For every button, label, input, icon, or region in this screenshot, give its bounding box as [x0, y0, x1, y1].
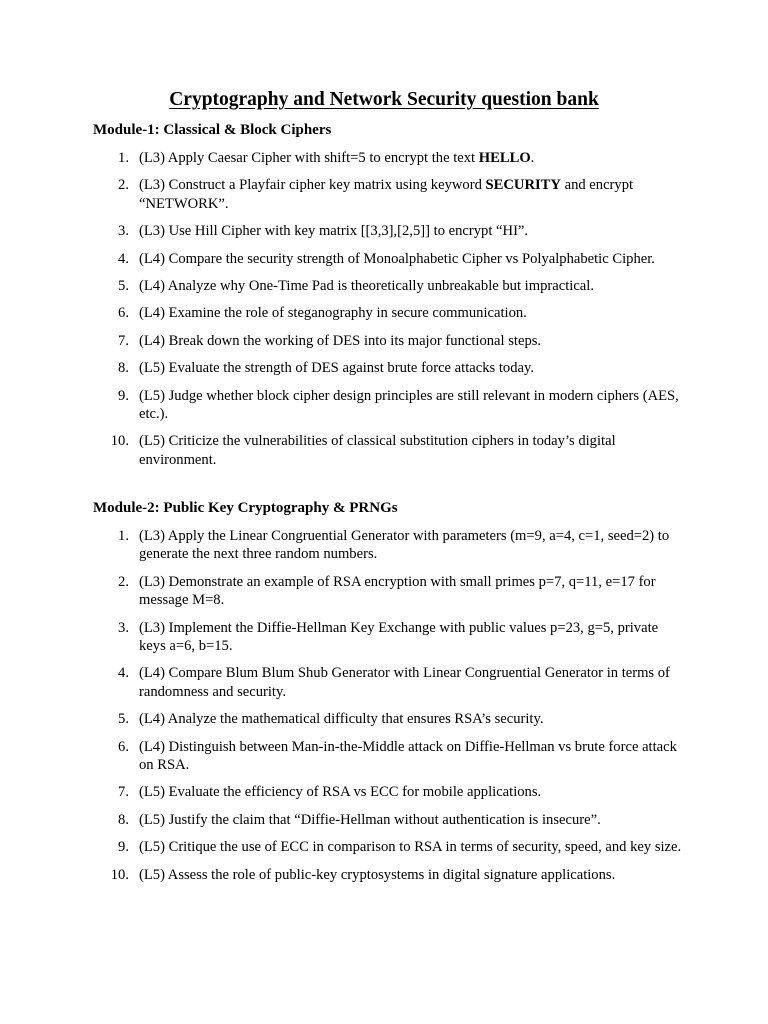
- question-number: 5.: [118, 278, 129, 295]
- question-number: 1.: [118, 150, 129, 166]
- list-item: [93, 304, 683, 322]
- question-text: (L5) Evaluate the efficiency of RSA vs ECC for mobile applications.: [139, 784, 542, 801]
- list-item: [93, 811, 683, 829]
- question-text: (L4) Analyze the mathematical difficulty that ensures RSA’s security.: [139, 711, 544, 728]
- question-text: (L3) Implement the Diffie-Hellman Key Exchange with public values p=23, g=5, private keys a=6, b=15.: [139, 619, 659, 655]
- list-item: [93, 387, 683, 424]
- list-item: [93, 619, 683, 656]
- question-text: (L3) Construct a Playfair cipher key matrix using keyword SECURITY and encrypt “NETWORK”.: [139, 177, 634, 212]
- question-number: 3.: [118, 619, 129, 636]
- question-text: (L3) Apply the Linear Congruential Generator with parameters (m=9, a=4, c=1, seed=2) to generate the next three random numbers.: [139, 528, 670, 563]
- question-list-module-2: [93, 527, 683, 893]
- list-item: [93, 250, 683, 268]
- question-number: 9.: [118, 839, 129, 856]
- question-text: (L5) Justify the claim that “Diffie-Hellman without authentication is insecure”.: [139, 811, 601, 828]
- list-item: [93, 838, 683, 856]
- list-item: [93, 664, 683, 701]
- question-number: 4.: [118, 665, 129, 682]
- question-text: (L4) Compare the security strength of Monoalphabetic Cipher vs Polyalphabetic Cipher.: [139, 250, 655, 267]
- list-item: [93, 710, 683, 728]
- list-item: [93, 783, 683, 801]
- module-heading: Module-2: Public Key Cryptography & PRNGs: [93, 500, 398, 516]
- question-text: (L4) Compare Blum Blum Shub Generator with Linear Congruential Generator in terms of randomness and security.: [139, 665, 670, 700]
- list-item: [93, 176, 683, 213]
- list-item: [93, 277, 683, 295]
- list-item: [93, 222, 683, 240]
- question-text: (L5) Judge whether block cipher design principles are still relevant in modern ciphers (AES, etc.).: [139, 387, 679, 423]
- question-number: 10.: [110, 433, 129, 450]
- question-text: (L5) Critique the use of ECC in comparison to RSA in terms of security, speed, and key size.: [139, 839, 682, 856]
- list-item: [93, 332, 683, 350]
- question-text: (L5) Assess the role of public-key cryptosystems in digital signature applications.: [139, 866, 616, 883]
- question-number: 6.: [118, 738, 129, 755]
- question-text: (L4) Analyze why One-Time Pad is theoretically unbreakable but impractical.: [139, 278, 594, 295]
- list-item: [93, 149, 683, 167]
- list-item: [93, 527, 683, 564]
- question-number: 1.: [118, 528, 129, 544]
- list-item: [93, 738, 683, 775]
- question-number: 7.: [118, 332, 129, 349]
- question-text: (L4) Break down the working of DES into its major functional steps.: [139, 332, 542, 349]
- question-list-module-1: [93, 149, 683, 478]
- question-text: (L3) Demonstrate an example of RSA encryption with small primes p=7, q=11, e=17 for message M=8.: [139, 573, 656, 609]
- module-heading: Module-1: Classical & Block Ciphers: [93, 122, 332, 138]
- question-text: (L3) Use Hill Cipher with key matrix [[3,3],[2,5]] to encrypt “HI”.: [139, 223, 529, 240]
- question-text: (L4) Distinguish between Man-in-the-Middle attack on Diffie-Hellman vs brute force attack on RSA.: [139, 738, 677, 774]
- list-item: [93, 432, 683, 469]
- question-number: 8.: [118, 360, 129, 377]
- question-number: 2.: [118, 177, 129, 194]
- question-text: (L5) Evaluate the strength of DES against brute force attacks today.: [139, 360, 534, 377]
- question-number: 9.: [118, 387, 129, 404]
- question-number: 3.: [118, 223, 129, 240]
- question-number: 6.: [118, 305, 129, 322]
- list-item: [93, 359, 683, 377]
- question-number: 2.: [118, 573, 129, 590]
- question-text: (L4) Examine the role of steganography in secure communication.: [139, 305, 527, 322]
- page-title: Cryptography and Network Security question bank: [169, 89, 599, 110]
- question-number: 7.: [118, 784, 129, 801]
- question-number: 8.: [118, 811, 129, 828]
- question-number: 10.: [110, 866, 129, 883]
- question-text: (L3) Apply Caesar Cipher with shift=5 to encrypt the text HELLO.: [139, 150, 535, 166]
- question-number: 5.: [118, 711, 129, 728]
- question-number: 4.: [118, 250, 129, 267]
- question-text: (L5) Criticize the vulnerabilities of classical substitution ciphers in today’s digital environment.: [139, 433, 616, 468]
- list-item: [93, 866, 683, 884]
- list-item: [93, 573, 683, 610]
